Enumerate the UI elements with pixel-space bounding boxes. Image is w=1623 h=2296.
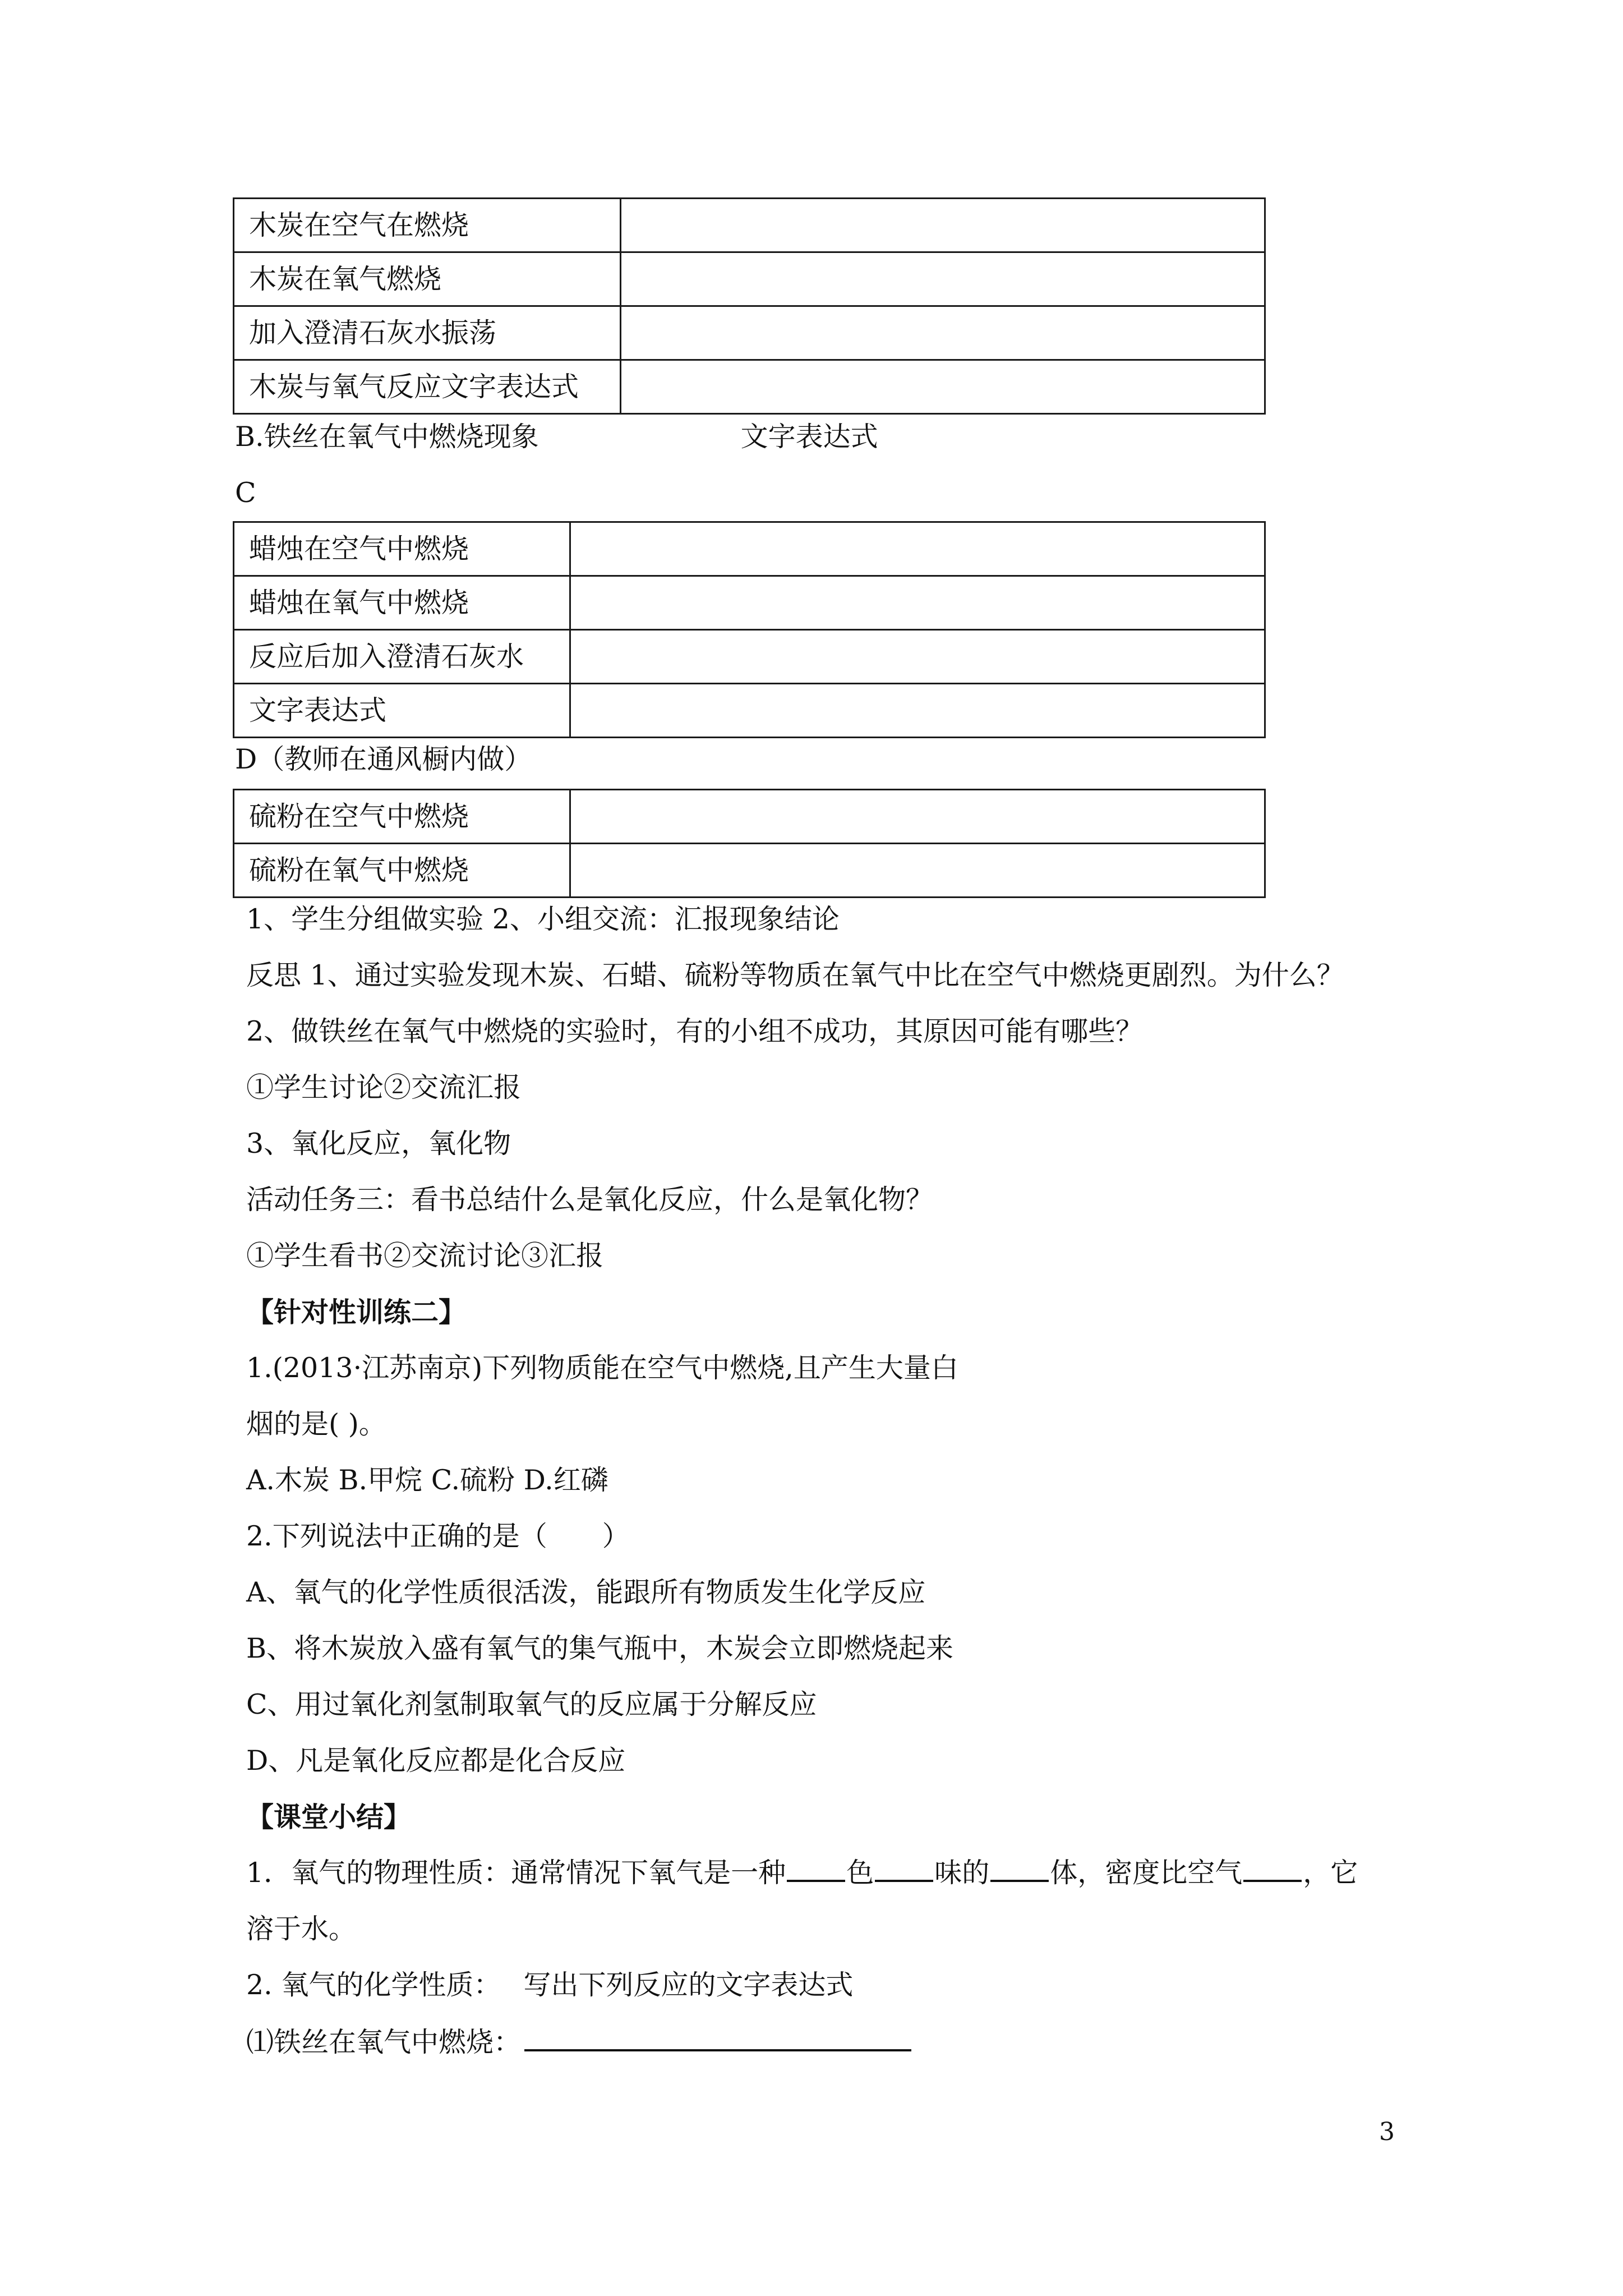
section-c-label: C [235, 477, 256, 509]
section-b-label: B.铁丝在氧气中燃烧现象 [235, 421, 539, 453]
table-row [234, 576, 1265, 630]
fill-blank[interactable] [875, 1857, 933, 1882]
summary-text: 色 [846, 1857, 874, 1889]
body-line: 2、做铁丝在氧气中燃烧的实验时，有的小组不成功，其原因可能有哪些？ [246, 1015, 1144, 1047]
answer-cell[interactable] [621, 360, 1265, 414]
row-label: 蜡烛在空气中燃烧 [234, 522, 570, 576]
answer-cell[interactable] [621, 252, 1265, 306]
candle-experiment-table [233, 521, 1266, 738]
summary-point-3 [246, 2024, 1416, 2081]
summary-text: 体，密度比空气 [1050, 1857, 1243, 1889]
summary-point-1-cont: 溶于水。 [246, 1913, 357, 1945]
question-1-line-2: 烟的是( )。 [246, 1408, 386, 1440]
summary-text: 味的 [934, 1857, 990, 1889]
question-2-option-c: C、用过氧化剂氢制取氧气的反应属于分解反应 [246, 1688, 817, 1720]
answer-cell[interactable] [570, 522, 1265, 576]
table-row [234, 252, 1265, 306]
training-heading: 【针对性训练二】 [246, 1296, 467, 1328]
question-1-line-1: 1.(2013·江苏南京)下列物质能在空气中燃烧,且产生大量白 [246, 1352, 958, 1384]
body-line: 3、氧化反应，氧化物 [246, 1128, 511, 1159]
table-row [234, 630, 1265, 684]
summary-text: ，它 [1303, 1857, 1358, 1889]
fill-blank[interactable] [787, 1857, 845, 1882]
page-number: 3 [1379, 2118, 1395, 2146]
charcoal-experiment-table [233, 197, 1266, 415]
answer-cell[interactable] [570, 790, 1265, 844]
question-2-option-a: A、氧气的化学性质很活泼，能跟所有物质发生化学反应 [246, 1576, 926, 1608]
row-label: 蜡烛在氧气中燃烧 [234, 576, 570, 630]
body-line: ①学生讨论②交流汇报 [246, 1071, 522, 1103]
summary-heading: 【课堂小结】 [246, 1801, 412, 1833]
table-row [234, 306, 1265, 360]
row-label: 硫粉在氧气中燃烧 [234, 844, 570, 898]
answer-cell[interactable] [621, 306, 1265, 360]
table-row [234, 790, 1265, 844]
row-label: 反应后加入澄清石灰水 [234, 630, 570, 684]
summary-point-1 [246, 1856, 1416, 1912]
sulfur-experiment-table [233, 789, 1266, 898]
fill-blank[interactable] [524, 2024, 911, 2051]
fill-blank[interactable] [990, 1857, 1049, 1882]
answer-cell[interactable] [570, 684, 1265, 738]
row-label: 木炭与氧气反应文字表达式 [234, 360, 621, 414]
table-row [234, 684, 1265, 738]
row-label: 木炭在空气在燃烧 [234, 199, 621, 252]
section-b-line [235, 420, 1416, 454]
question-2-option-b: B、将木炭放入盛有氧气的集气瓶中，木炭会立即燃烧起来 [246, 1632, 954, 1664]
table-row [234, 522, 1265, 576]
page-content [233, 197, 1416, 2081]
row-label: 加入澄清石灰水振荡 [234, 306, 621, 360]
section-d-label: D（教师在通风橱内做） [235, 743, 532, 775]
table-row [234, 199, 1265, 252]
row-label: 木炭在氧气燃烧 [234, 252, 621, 306]
row-label: 硫粉在空气中燃烧 [234, 790, 570, 844]
table-row [234, 844, 1265, 898]
fill-blank[interactable] [1243, 1857, 1302, 1882]
body-line: ①学生看书②交流讨论③汇报 [246, 1240, 604, 1272]
row-label: 文字表达式 [234, 684, 570, 738]
answer-cell[interactable] [570, 576, 1265, 630]
summary-point-2: 2. 氧气的化学性质： 写出下列反应的文字表达式 [246, 1969, 854, 2001]
question-2-option-d: D、凡是氧化反应都是化合反应 [246, 1745, 626, 1777]
summary-text: ⑴铁丝在氧气中燃烧： [246, 2026, 522, 2058]
question-1-options: A.木炭 B.甲烷 C.硫粉 D.红磷 [246, 1464, 608, 1496]
body-line: 反思 1、通过实验发现木炭、石蜡、硫粉等物质在氧气中比在空气中燃烧更剧烈。为什么？ [246, 959, 1344, 991]
answer-cell[interactable] [570, 630, 1265, 684]
body-line: 活动任务三：看书总结什么是氧化反应，什么是氧化物？ [246, 1184, 934, 1216]
table-row [234, 360, 1265, 414]
answer-cell[interactable] [570, 844, 1265, 898]
answer-cell[interactable] [621, 199, 1265, 252]
question-2-stem: 2.下列说法中正确的是（ ） [246, 1520, 630, 1552]
body-text [246, 903, 1416, 2081]
body-line: 1、学生分组做实验 2、小组交流：汇报现象结论 [246, 903, 840, 935]
summary-text: 1．氧气的物理性质：通常情况下氧气是一种 [246, 1857, 786, 1889]
section-b-expression-label: 文字表达式 [740, 421, 878, 453]
